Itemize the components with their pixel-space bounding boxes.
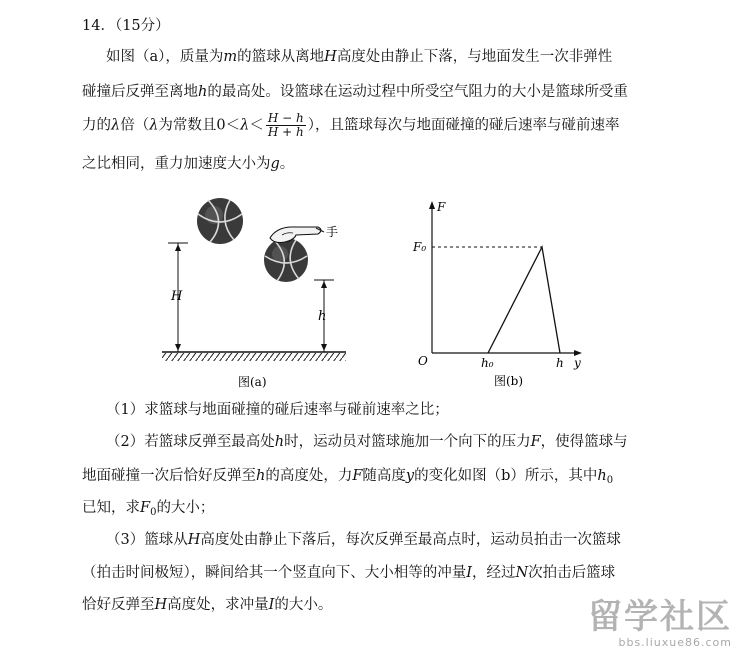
- basketball-top: [197, 198, 243, 244]
- question-2-line-3: 已知，求$F_0$的大小；: [82, 500, 215, 518]
- question-2-line-2: 地面碰撞一次后恰好反弹至h的高度处，力F随高度y的变化如图（b）所示，其中$h_0$: [82, 468, 614, 486]
- figure-b: [410, 195, 590, 390]
- intro-line-3: 力的λ倍（λ为常数且0＜λ＜ $\frac{H - h}{H + h}$ ），且篮球每次与地面碰撞的碰后速率与碰前速率: [82, 111, 620, 139]
- question-3-line-3: 恰好反弹至H高度处，求冲量I的大小。: [82, 597, 333, 613]
- intro-line-4: 之比相同，重力加速度大小为g。: [82, 156, 295, 172]
- force-profile-line: [488, 247, 560, 353]
- question-2-line-1: （2）若篮球反弹至最高处h时，运动员对篮球施加一个向下的压力F，使得篮球与: [106, 434, 628, 450]
- basketball-lower: [264, 238, 308, 282]
- question-3-line-1: （3）篮球从H高度处由静止下落后，每次反弹至最高点时，运动员拍击一次篮球: [106, 532, 621, 548]
- F0-label: F₀: [413, 240, 427, 254]
- F-axis-label: F: [437, 200, 446, 214]
- figure-a: [150, 190, 360, 390]
- watermark-logo-text: 留学社区: [588, 597, 732, 637]
- h-label: h: [318, 309, 327, 324]
- h0-label: h₀: [481, 356, 494, 370]
- figure-b-caption: 图(b): [494, 374, 524, 388]
- origin-label: O: [418, 354, 428, 368]
- watermark-url: bbs.liuxue86.com: [618, 636, 732, 649]
- intro-line-2: 碰撞后反弹至离地h的最高处。设篮球在运动过程中所受空气阻力的大小是篮球所受重: [82, 84, 628, 100]
- h-tick-label: h: [556, 356, 564, 370]
- hand-icon: [270, 227, 324, 243]
- watermark: [562, 589, 732, 649]
- lambda-bound-fraction: $\frac{H - h}{H + h}$: [267, 111, 304, 139]
- H-label: H: [171, 289, 183, 304]
- ground-hatch: [162, 353, 346, 361]
- figure-a-caption: 图(a): [238, 375, 267, 389]
- question-3-line-2: （拍击时间极短），瞬间给其一个竖直向下、大小相等的冲量I，经过N次拍击后篮球: [82, 565, 616, 581]
- intro-line-1: 如图（a），质量为m的篮球从离地H高度处由静止下落，与地面发生一次非弹性: [106, 49, 613, 65]
- question-number: 14．（15分）: [82, 18, 170, 34]
- y-axis-label: y: [574, 356, 581, 370]
- question-1: （1）求篮球与地面碰撞的碰后速率与碰前速率之比；: [106, 402, 449, 418]
- hand-label: 手: [326, 225, 339, 239]
